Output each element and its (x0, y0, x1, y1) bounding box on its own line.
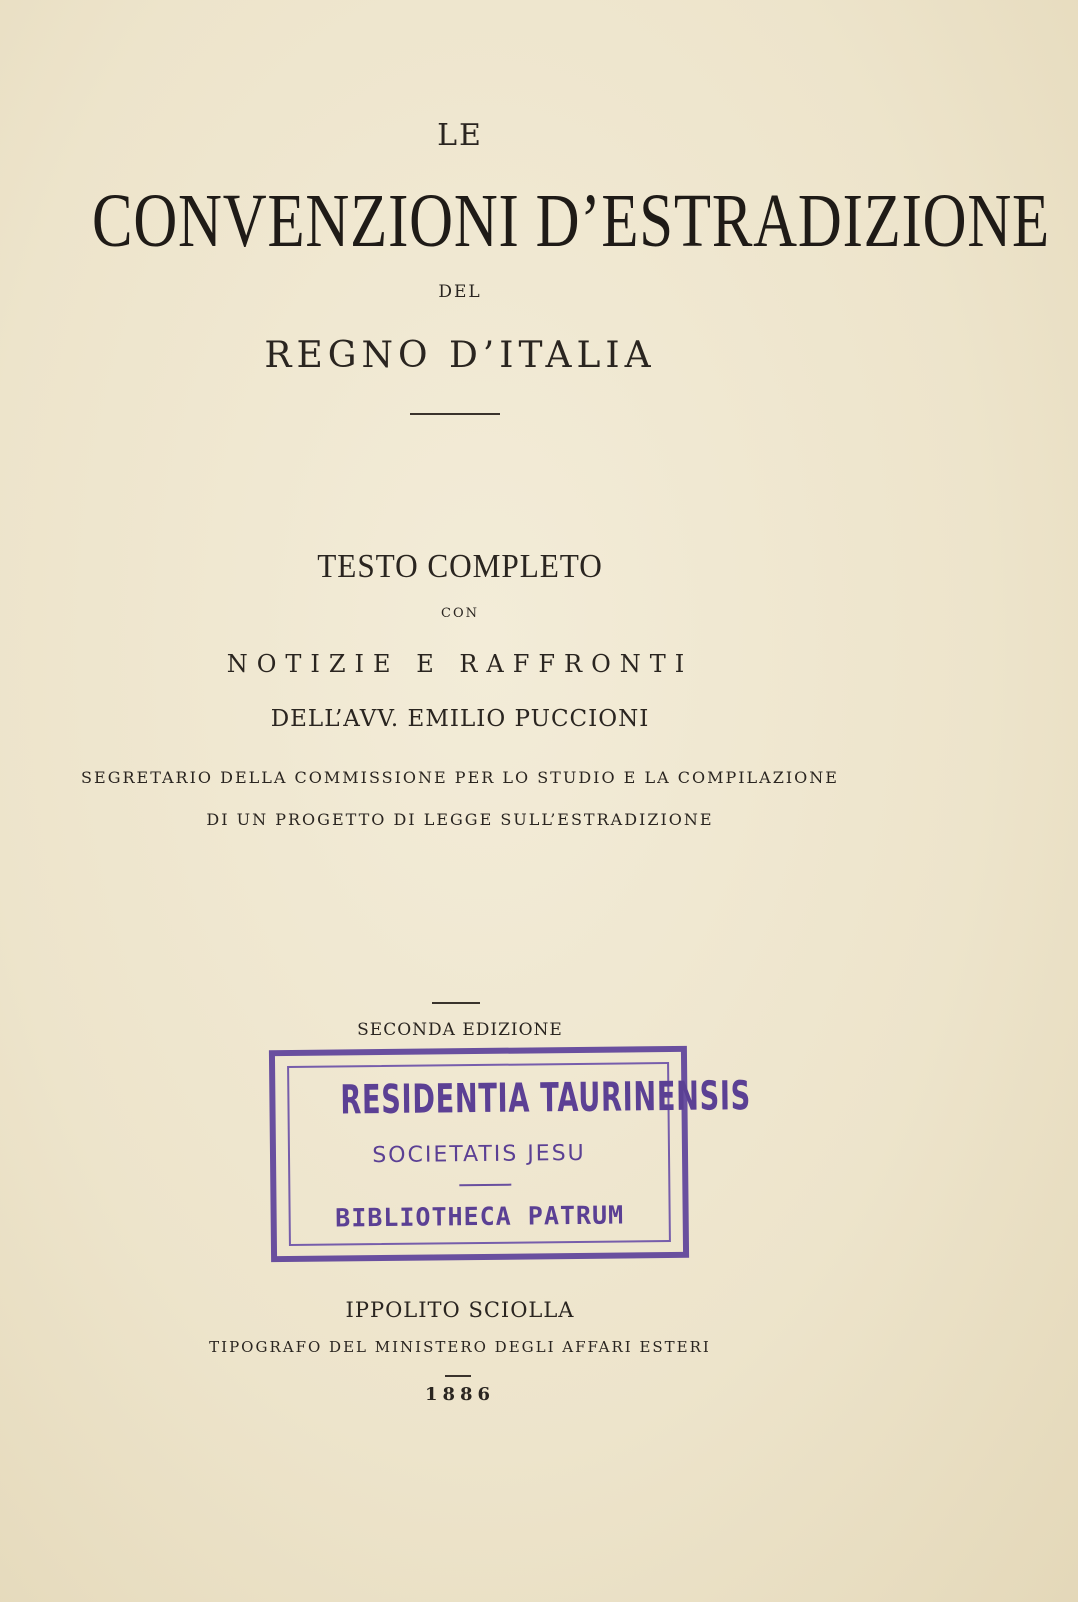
testo-completo: TESTO COMPLETO (317, 548, 603, 585)
divider-rule (445, 1375, 471, 1377)
publication-year: 1886 (424, 1384, 496, 1405)
printer-title: TIPOGRAFO DEL MINISTERO DEGLI AFFARI ESTERI (209, 1338, 711, 1356)
stamp-bibliotheca: BIBLIOTHECA PATRUM (335, 1200, 625, 1233)
divider-rule (410, 413, 500, 415)
author-line: DELL’AVV. EMILIO PUCCIONI (270, 706, 650, 732)
library-stamp (269, 1046, 752, 1262)
subtitle-regno: REGNO D’ITALIA (264, 335, 656, 376)
stamp-residentia: RESIDENTIA TAURINENSIS (340, 1073, 752, 1124)
notizie-raffronti: NOTIZIE E RAFFRONTI (226, 650, 694, 678)
conjunction-con: CON (441, 606, 479, 621)
printer-name: IPPOLITO SCIOLLA (345, 1298, 575, 1322)
edition-line: SECONDA EDIZIONE (357, 1020, 563, 1040)
divider-rule (432, 1002, 480, 1004)
title-article: LE (437, 118, 483, 153)
main-title: CONVENZIONI D’ESTRADIZIONE (92, 179, 1050, 263)
author-role-line1: SEGRETARIO DELLA COMMISSIONE PER LO STUDIO E LA COMPILAZIONE (81, 768, 839, 787)
title-preposition: DEL (438, 282, 482, 302)
author-role-line2: DI UN PROGETTO DI LEGGE SULL’ESTRADIZIONE (206, 810, 714, 829)
stamp-societatis: SOCIETATIS JESU (372, 1140, 586, 1169)
